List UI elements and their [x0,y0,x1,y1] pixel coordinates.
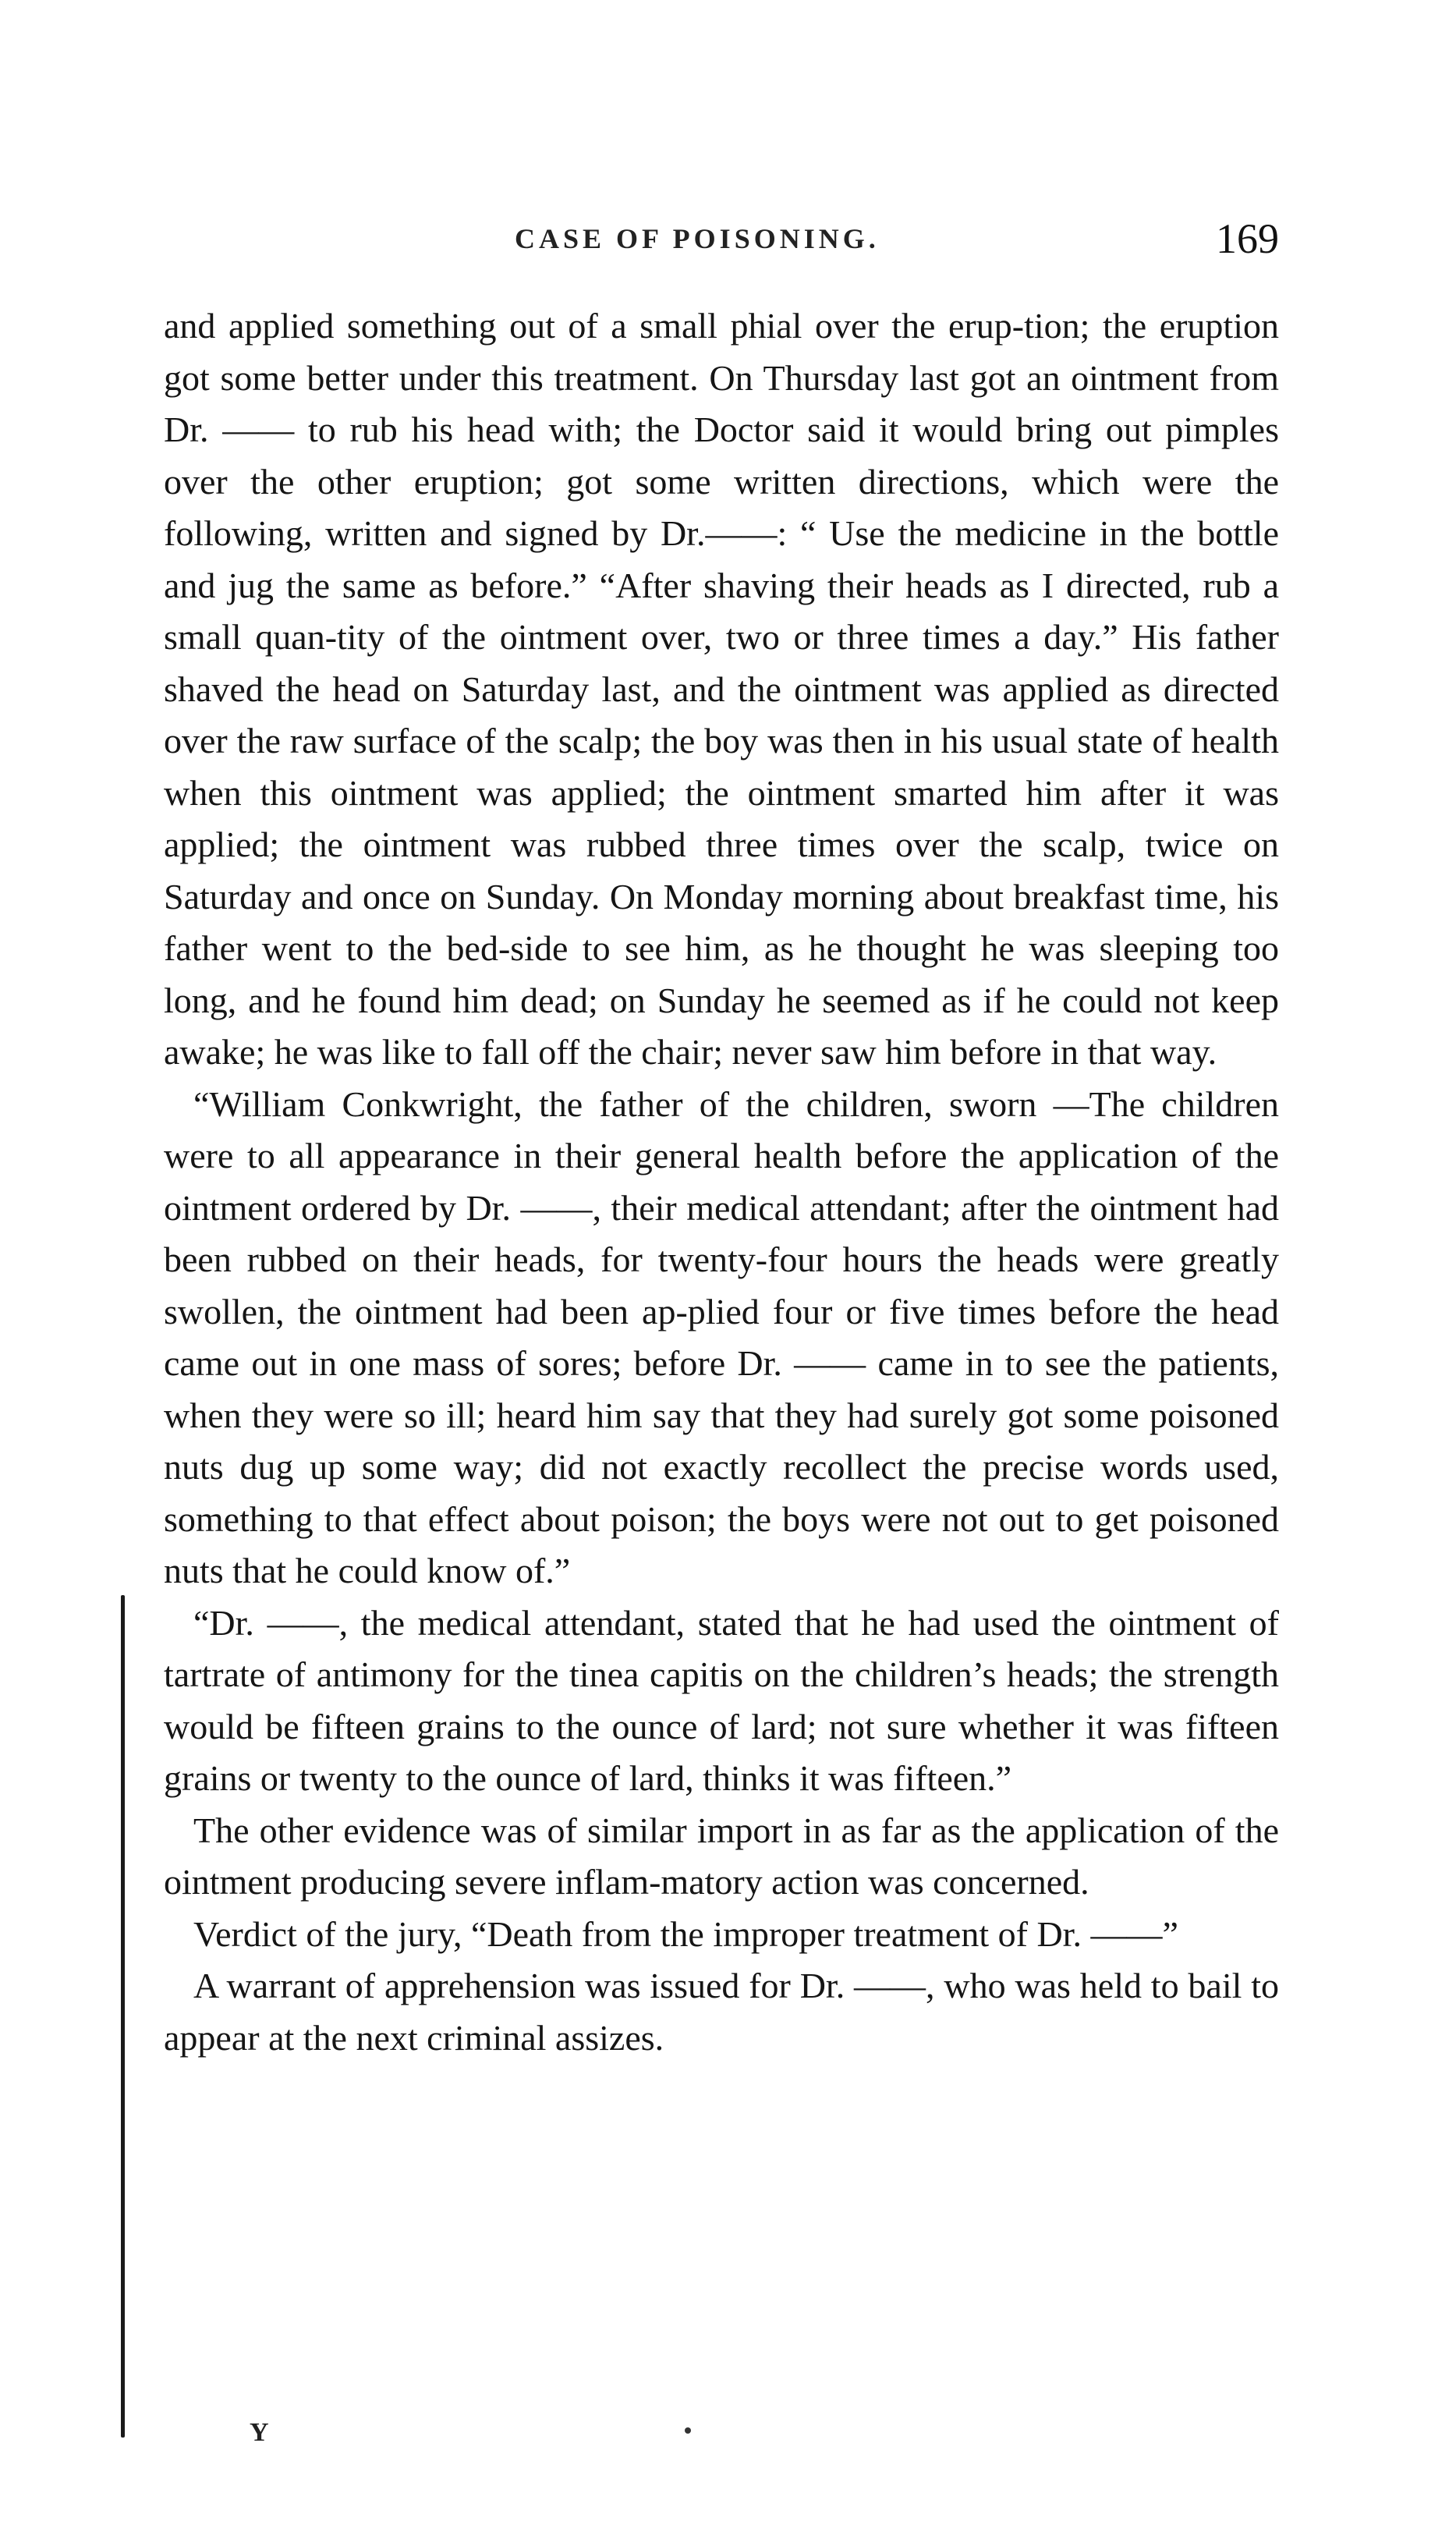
running-title: CASE OF POISONING. [515,223,880,254]
running-head [164,215,1279,277]
paragraph-doctor-testimony: “Dr. ——, the medical attendant, stated that he had used the ointment of tartrate of antimony for the tinea capitis on the children’s heads; the strength would be fifteen grains to the ounce of lard; not sure whether it was fifteen grains or twenty to the ounce of lard, thinks it was fifteen.” [164,1602,1279,1798]
margin-rule [121,1595,125,2438]
paragraph-testimony-continued: and applied something out of a small phial over the erup-tion; the eruption got some better under this treatment. On Thursday last got an ointment from Dr. —— to rub his head with; the Doctor said it would bring out pimples over the other eruption; got some written directions, which were the following, written and signed by Dr.——: “ Use the medicine in the bottle and jug the same as before.” “After shaving their heads as I directed, rub a small quan-tity of the ointment over, two or three times a day.” His father shaved the head on Saturday last, and the ointment was applied as directed over the raw surface of the scalp; the boy was then in his usual state of health when this ointment was applied; the ointment smarted him after it was applied; the ointment was rubbed three times over the scalp, twice on Saturday and once on Sunday. On Monday morning about breakfast time, his father went to the bed-side to see him, as he thought he was sleeping too long, and he found him dead; on Sunday he seemed as if he could not keep awake; he was like to fall off the chair; never saw him before in that way. [164,306,1279,1072]
paragraph-other-evidence: The other evidence was of similar import in as far as the application of the ointment producing severe inflam-matory action was concerned. [164,1810,1279,1902]
paragraph-verdict: Verdict of the jury, “Death from the improper treatment of Dr. ——” [193,1913,1178,1954]
paragraph-warrant: A warrant of apprehension was issued for Dr. ——, who was held to bail to appear at the next criminal assizes. [164,1966,1279,2058]
paragraph-father-testimony: “William Conkwright, the father of the children, sworn —The children were to all appearance in their general health before the application of the ointment ordered by Dr. ——, their medical attendant; after the ointment had been rubbed on their heads, for twenty-four hours the heads were greatly swollen, the ointment had been ap-plied four or five times before the head came out in one mass of sores; before Dr. —— came in to see the patients, when they were so ill; heard him say that they had surely got some poisoned nuts dug up some way; did not exactly recollect the precise words used, something to that effect about poison; the boys were not out to get poisoned nuts that he could know of.” [164,1083,1279,1590]
text-column [164,300,1279,2064]
page-dot [685,2427,691,2434]
signature-mark: Y [250,2418,271,2447]
page-number: 169 [1216,215,1279,262]
